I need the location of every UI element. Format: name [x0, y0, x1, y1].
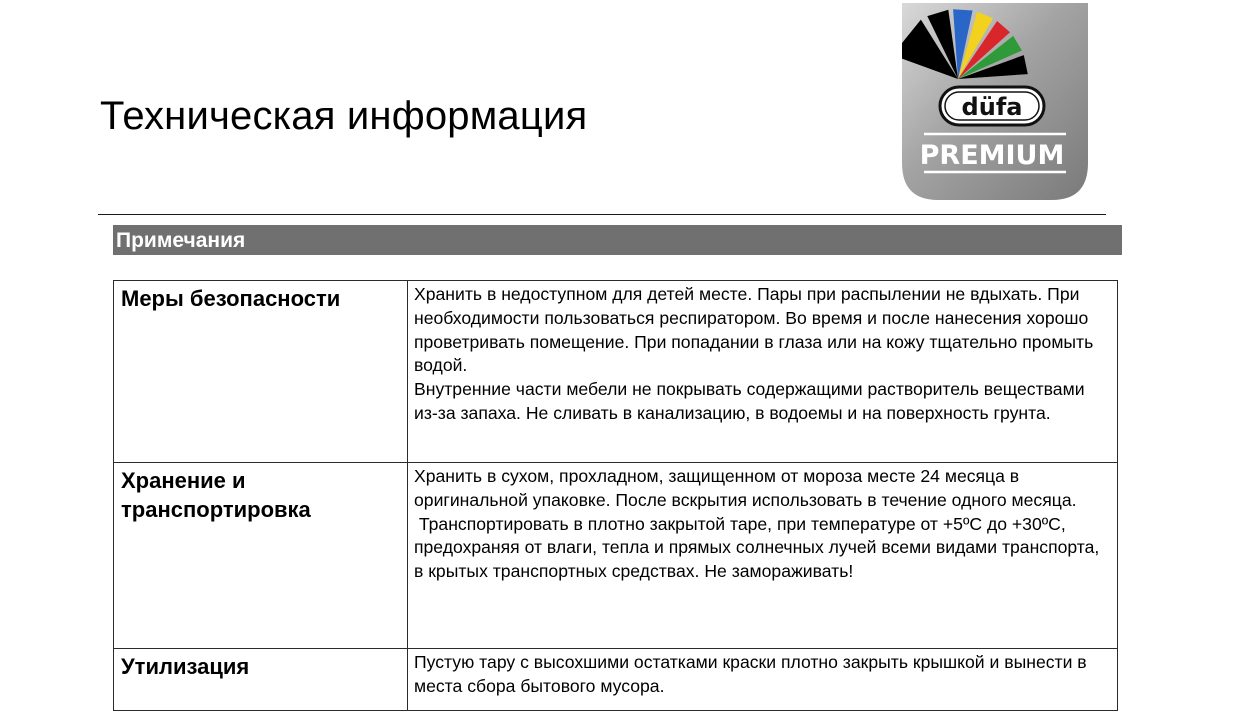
dufa-premium-logo — [902, 3, 1088, 200]
row-text — [408, 649, 1118, 711]
title-divider — [98, 214, 1106, 215]
notes-table — [113, 280, 1118, 711]
paragraph: Хранить в сухом, прохладном, защищенном от мороза месте 24 месяца в оригинальной упаковке. После вскрытия использовать в течение одного месяца. — [414, 466, 1077, 510]
page-title: Техническая информация — [100, 94, 588, 138]
paragraph: Хранить в недоступном для детей месте. Пары при распылении не вдыхать. При необходимости пользоваться респиратором. Во время и после нанесения хорошо проветривать помещение. При попадании в глаза или на кожу тщательно промыть водой. — [414, 284, 1099, 376]
paragraph: Транспортировать в плотно закрытой таре, при температуре от +5ºC до +30ºC, предохраняя от влаги, тепла и прямых солнечных лучей всеми видами транспорта, в крытых транспортных средствах. Не замораживать! — [414, 513, 1110, 582]
logo-brand: düfa — [961, 93, 1023, 121]
paragraph: Пустую тару с высохшими остатками краски плотно закрыть крышкой и вынести в места сбора бытового мусора. — [414, 652, 1092, 696]
row-label: Утилизация — [114, 649, 408, 711]
table-row — [114, 463, 1118, 649]
row-label: Хранение и транспортировка — [114, 463, 408, 649]
row-text — [408, 281, 1118, 463]
row-text — [408, 463, 1118, 649]
paragraph: Внутренние части мебели не покрывать содержащими растворитель веществами из-за запаха. Не сливать в канализацию, в водоемы и на поверхность грунта. — [414, 379, 1090, 423]
section-header — [113, 225, 1122, 255]
table-row — [114, 649, 1118, 711]
table-row — [114, 281, 1118, 463]
logo-tagline: PREMIUM — [919, 140, 1065, 171]
section-heading: Примечания — [116, 229, 246, 252]
row-label: Меры безопасности — [114, 281, 408, 463]
